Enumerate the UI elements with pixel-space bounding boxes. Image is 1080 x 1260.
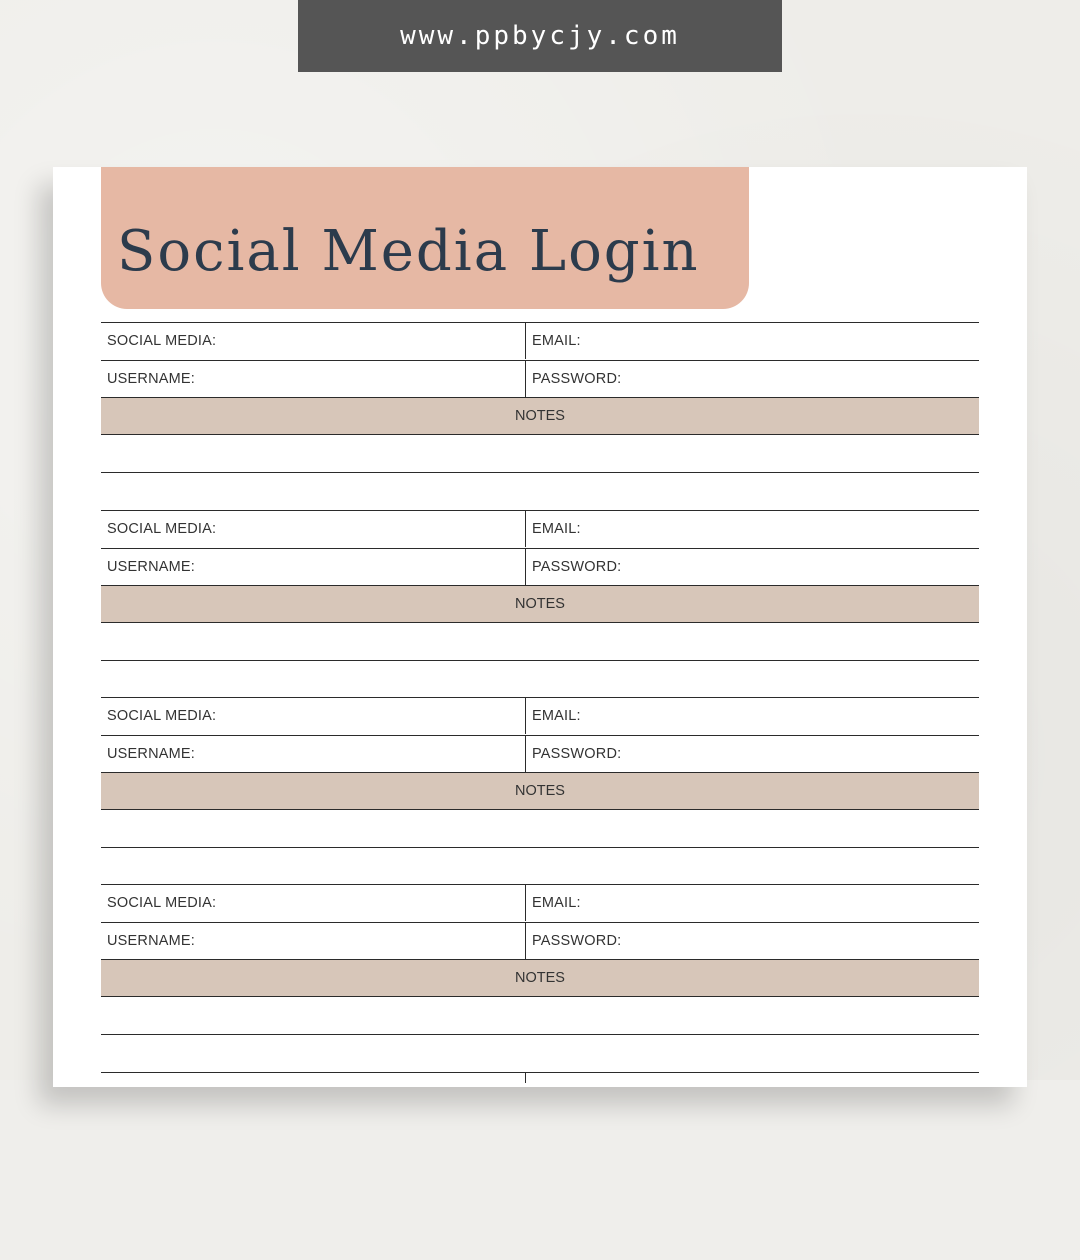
email-label: EMAIL:: [532, 895, 581, 911]
notes-line[interactable]: [101, 660, 979, 661]
password-field[interactable]: [526, 361, 979, 397]
email-field[interactable]: [526, 885, 979, 921]
username-label: USERNAME:: [107, 371, 196, 387]
password-field[interactable]: [526, 549, 979, 585]
notes-line[interactable]: [101, 1034, 979, 1035]
social-media-field[interactable]: [101, 698, 526, 734]
username-label: USERNAME:: [107, 559, 196, 575]
login-entry-block: [101, 697, 979, 885]
notes-header: [101, 585, 979, 623]
login-entry-block-partial: [101, 1072, 979, 1260]
email-label: EMAIL:: [532, 333, 581, 349]
password-label: PASSWORD:: [532, 559, 622, 575]
email-field[interactable]: [526, 323, 979, 359]
social-email-row: [101, 884, 979, 921]
username-label: USERNAME:: [107, 933, 196, 949]
page-title: Social Media Login: [117, 219, 700, 284]
social-media-field[interactable]: [101, 323, 526, 359]
social-media-field[interactable]: [101, 1073, 526, 1083]
username-field[interactable]: [101, 549, 526, 585]
username-password-row: [101, 360, 979, 397]
notes-header: [101, 397, 979, 435]
password-label: PASSWORD:: [532, 933, 622, 949]
password-field[interactable]: [526, 736, 979, 772]
username-field[interactable]: [101, 361, 526, 397]
notes-label: NOTES: [515, 596, 565, 612]
username-field[interactable]: [101, 923, 526, 959]
username-password-row: [101, 735, 979, 772]
social-media-label: SOCIAL MEDIA:: [107, 895, 217, 911]
title-tab: [101, 167, 749, 309]
password-label: PASSWORD:: [532, 371, 622, 387]
login-entry-block: [101, 322, 979, 510]
username-field[interactable]: [101, 736, 526, 772]
social-media-field[interactable]: [101, 511, 526, 547]
email-label: EMAIL:: [532, 521, 581, 537]
username-label: USERNAME:: [107, 746, 196, 762]
password-label: PASSWORD:: [532, 746, 622, 762]
website-url: www.ppbycjy.com: [400, 21, 680, 51]
notes-header: [101, 772, 979, 810]
notes-line[interactable]: [101, 847, 979, 848]
social-email-row: [101, 322, 979, 359]
social-media-label: SOCIAL MEDIA:: [107, 521, 217, 537]
notes-label: NOTES: [515, 408, 565, 424]
social-email-row: [101, 1072, 979, 1109]
notes-line[interactable]: [101, 472, 979, 473]
email-field[interactable]: [526, 511, 979, 547]
email-field[interactable]: [526, 698, 979, 734]
printable-sheet: [53, 167, 1027, 1087]
social-media-label: SOCIAL MEDIA:: [107, 708, 217, 724]
email-label: EMAIL:: [532, 708, 581, 724]
username-password-row: [101, 548, 979, 585]
notes-label: NOTES: [515, 970, 565, 986]
social-media-label: SOCIAL MEDIA:: [107, 333, 217, 349]
social-email-row: [101, 697, 979, 734]
password-field[interactable]: [526, 923, 979, 959]
social-media-field[interactable]: [101, 885, 526, 921]
username-password-row: [101, 922, 979, 959]
notes-header: [101, 959, 979, 997]
login-entry-block: [101, 884, 979, 1072]
social-email-row: [101, 510, 979, 547]
notes-label: NOTES: [515, 783, 565, 799]
website-banner: [298, 0, 782, 72]
login-entry-block: [101, 510, 979, 698]
